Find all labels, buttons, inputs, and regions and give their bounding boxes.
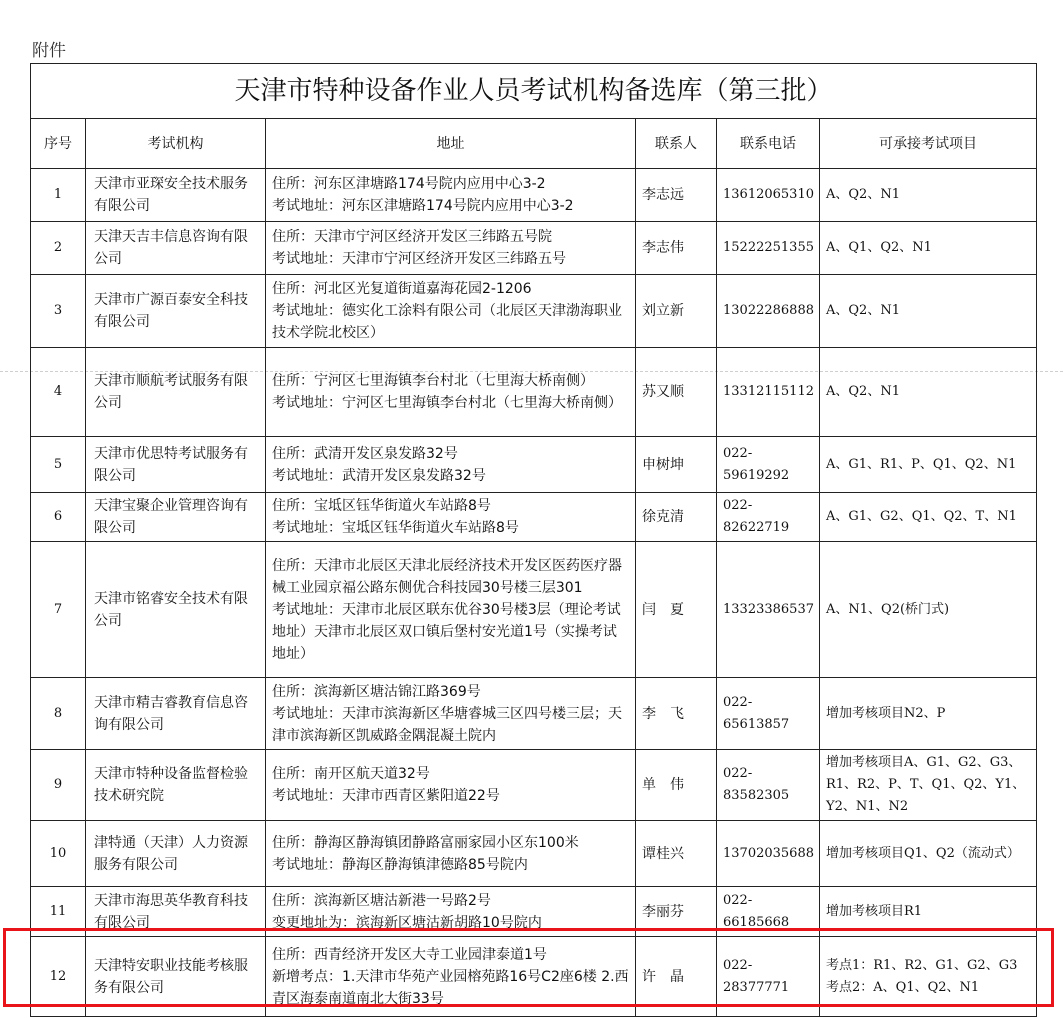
address-cell (266, 542, 636, 678)
exam-items: A、Q2、N1 (820, 348, 1037, 437)
exam-items: 考点1：R1、R2、G1、G2、G3 考点2：A、Q1、Q2、N1 (820, 937, 1037, 1017)
residence-address: 住所：天津市宁河区经济开发区三纬路五号院 (272, 229, 552, 245)
address-cell (266, 437, 636, 493)
exam-address: 考试地址：天津市西青区紫阳道22号 (272, 788, 500, 804)
highlight-box (3, 928, 1054, 1007)
contact-phone: 022-83582305 (717, 750, 820, 821)
exam-items: A、G1、R1、P、Q1、Q2、N1 (820, 437, 1037, 493)
address-cell (266, 222, 636, 275)
table-row (31, 222, 1037, 275)
residence-address: 住所：武清开发区泉发路32号 (272, 445, 458, 462)
exam-items: 增加考核项目R1 (820, 887, 1037, 937)
contact-person: 许 晶 (636, 937, 717, 1017)
table-row (31, 275, 1037, 348)
row-number: 12 (31, 937, 86, 1017)
contact-person: 李丽芬 (636, 887, 717, 937)
exam-items: A、Q2、N1 (820, 169, 1037, 222)
row-number: 2 (31, 222, 86, 275)
residence-address: 住所：滨海新区塘沽新港一号路2号 (272, 892, 491, 909)
row-number: 11 (31, 887, 86, 937)
exam-address: 考试地址：宝坻区钰华街道火车站路8号 (272, 520, 519, 536)
residence-address: 住所：滨海新区塘沽锦江路369号 (272, 683, 481, 700)
institution-name: 天津市优思特考试服务有限公司 (86, 437, 266, 493)
row-number: 6 (31, 493, 86, 542)
residence-address: 住所：宝坻区钰华街道火车站路8号 (272, 498, 491, 514)
institution-name: 天津市特种设备监督检验技术研究院 (86, 750, 266, 821)
exam-address: 考试地址：静海区静海镇津德路85号院内 (272, 856, 528, 873)
contact-phone: 13612065310 (717, 169, 820, 222)
exam-items: A、N1、Q2(桥门式) (820, 542, 1037, 678)
header-no: 序号 (31, 119, 86, 169)
address-cell (266, 821, 636, 887)
address-cell (266, 275, 636, 348)
address-cell (266, 493, 636, 542)
institution-name: 天津市广源百泰安全科技有限公司 (86, 275, 266, 348)
institution-name: 天津市海思英华教育科技有限公司 (86, 887, 266, 937)
contact-person: 李志远 (636, 169, 717, 222)
row-number: 1 (31, 169, 86, 222)
institution-name: 天津特安职业技能考核服务有限公司 (86, 937, 266, 1017)
contact-phone: 022-28377771 (717, 937, 820, 1017)
contact-phone: 13702035688 (717, 821, 820, 887)
contact-person: 徐克清 (636, 493, 717, 542)
contact-phone: 13323386537 (717, 542, 820, 678)
residence-address: 住所：静海区静海镇团静路富丽家园小区东100米 (272, 834, 579, 851)
institution-name: 津特通（天津）人力资源服务有限公司 (86, 821, 266, 887)
row-number: 4 (31, 348, 86, 437)
table-row (31, 493, 1037, 542)
table-row (31, 678, 1037, 750)
exam-address: 考试地址：天津市北辰区联东优谷30号楼3层（理论考试地址）天津市北辰区双口镇后堡村安光道1号（实操考试地址） (272, 601, 621, 662)
institution-name: 天津宝聚企业管理咨询有限公司 (86, 493, 266, 542)
row-number: 3 (31, 275, 86, 348)
institution-name: 天津市精吉睿教育信息咨询有限公司 (86, 678, 266, 750)
address-cell (266, 348, 636, 437)
residence-address: 住所：河东区津塘路174号院内应用中心3-2 (272, 176, 546, 192)
contact-person: 李 飞 (636, 678, 717, 750)
exam-items: A、Q2、N1 (820, 275, 1037, 348)
header-org: 考试机构 (86, 119, 266, 169)
residence-address: 住所：西青经济开发区大寺工业园津泰道1号 (272, 946, 547, 963)
row-number: 8 (31, 678, 86, 750)
table-row (31, 821, 1037, 887)
address-cell (266, 678, 636, 750)
header-contact: 联系人 (636, 119, 717, 169)
table-row (31, 169, 1037, 222)
contact-person: 闫 夏 (636, 542, 717, 678)
contact-phone: 15222251355 (717, 222, 820, 275)
contact-phone: 022-66185668 (717, 887, 820, 937)
institution-name: 天津市顺航考试服务有限公司 (86, 348, 266, 437)
residence-address: 住所：河北区光复道街道嘉海花园2-1206 (272, 281, 532, 297)
exam-address: 考试地址：武清开发区泉发路32号 (272, 467, 486, 484)
contact-person: 李志伟 (636, 222, 717, 275)
contact-phone: 022-82622719 (717, 493, 820, 542)
exam-items: 增加考核项目Q1、Q2（流动式） (820, 821, 1037, 887)
residence-address: 住所：天津市北辰区天津北辰经济技术开发区医药医疗器械工业园京福公路东侧优合科技园30号楼三层301 (272, 557, 622, 596)
institution-name: 天津市亚琛安全技术服务有限公司 (86, 169, 266, 222)
exam-items: 增加考核项目A、G1、G2、G3、R1、R2、P、T、Q1、Q2、Y1、Y2、N1、N2 (820, 750, 1037, 821)
exam-institution-table (30, 63, 1037, 1017)
residence-address: 住所：南开区航天道32号 (272, 766, 430, 782)
contact-phone: 13022286888 (717, 275, 820, 348)
exam-address: 变更地址为：滨海新区塘沽新胡路10号院内 (272, 914, 542, 931)
table-row (31, 542, 1037, 678)
exam-items: A、Q1、Q2、N1 (820, 222, 1037, 275)
attachment-label: 附件 (32, 41, 66, 61)
institution-name: 天津天吉丰信息咨询有限公司 (86, 222, 266, 275)
row-number: 7 (31, 542, 86, 678)
contact-phone: 13312115112 (717, 348, 820, 437)
contact-phone: 022-65613857 (717, 678, 820, 750)
contact-person: 单 伟 (636, 750, 717, 821)
residence-address: 住所：宁河区七里海镇李台村北（七里海大桥南侧） (272, 373, 594, 389)
exam-address: 考试地址：天津市滨海新区华塘睿城三区四号楼三层；天津市滨海新区凯威路金隅混凝土院内 (272, 705, 622, 744)
exam-address: 考试地址：河东区津塘路174号院内应用中心3-2 (272, 198, 574, 214)
table-title: 天津市特种设备作业人员考试机构备选库（第三批） (31, 64, 1037, 119)
header-phone: 联系电话 (717, 119, 820, 169)
contact-person: 申树坤 (636, 437, 717, 493)
row-number: 5 (31, 437, 86, 493)
contact-phone: 022-59619292 (717, 437, 820, 493)
header-address: 地址 (266, 119, 636, 169)
contact-person: 苏又顺 (636, 348, 717, 437)
exam-address: 新增考点：1.天津市华苑产业园榕苑路16号C2座6楼 2.西青区海泰南道南北大街33号 (272, 968, 629, 1007)
contact-person: 谭桂兴 (636, 821, 717, 887)
address-cell (266, 169, 636, 222)
contact-person: 刘立新 (636, 275, 717, 348)
exam-address: 考试地址：天津市宁河区经济开发区三纬路五号 (272, 251, 566, 267)
exam-items: 增加考核项目N2、P (820, 678, 1037, 750)
row-number: 10 (31, 821, 86, 887)
exam-items: A、G1、G2、Q1、Q2、T、N1 (820, 493, 1037, 542)
address-cell (266, 750, 636, 821)
row-number: 9 (31, 750, 86, 821)
exam-address: 考试地址：宁河区七里海镇李台村北（七里海大桥南侧） (272, 395, 622, 411)
table-row (31, 437, 1037, 493)
institution-name: 天津市铭睿安全技术有限公司 (86, 542, 266, 678)
table-row (31, 750, 1037, 821)
exam-address: 考试地址：德实化工涂料有限公司（北辰区天津渤海职业技术学院北校区） (272, 303, 622, 341)
table-row (31, 348, 1037, 437)
header-items: 可承接考试项目 (820, 119, 1037, 169)
